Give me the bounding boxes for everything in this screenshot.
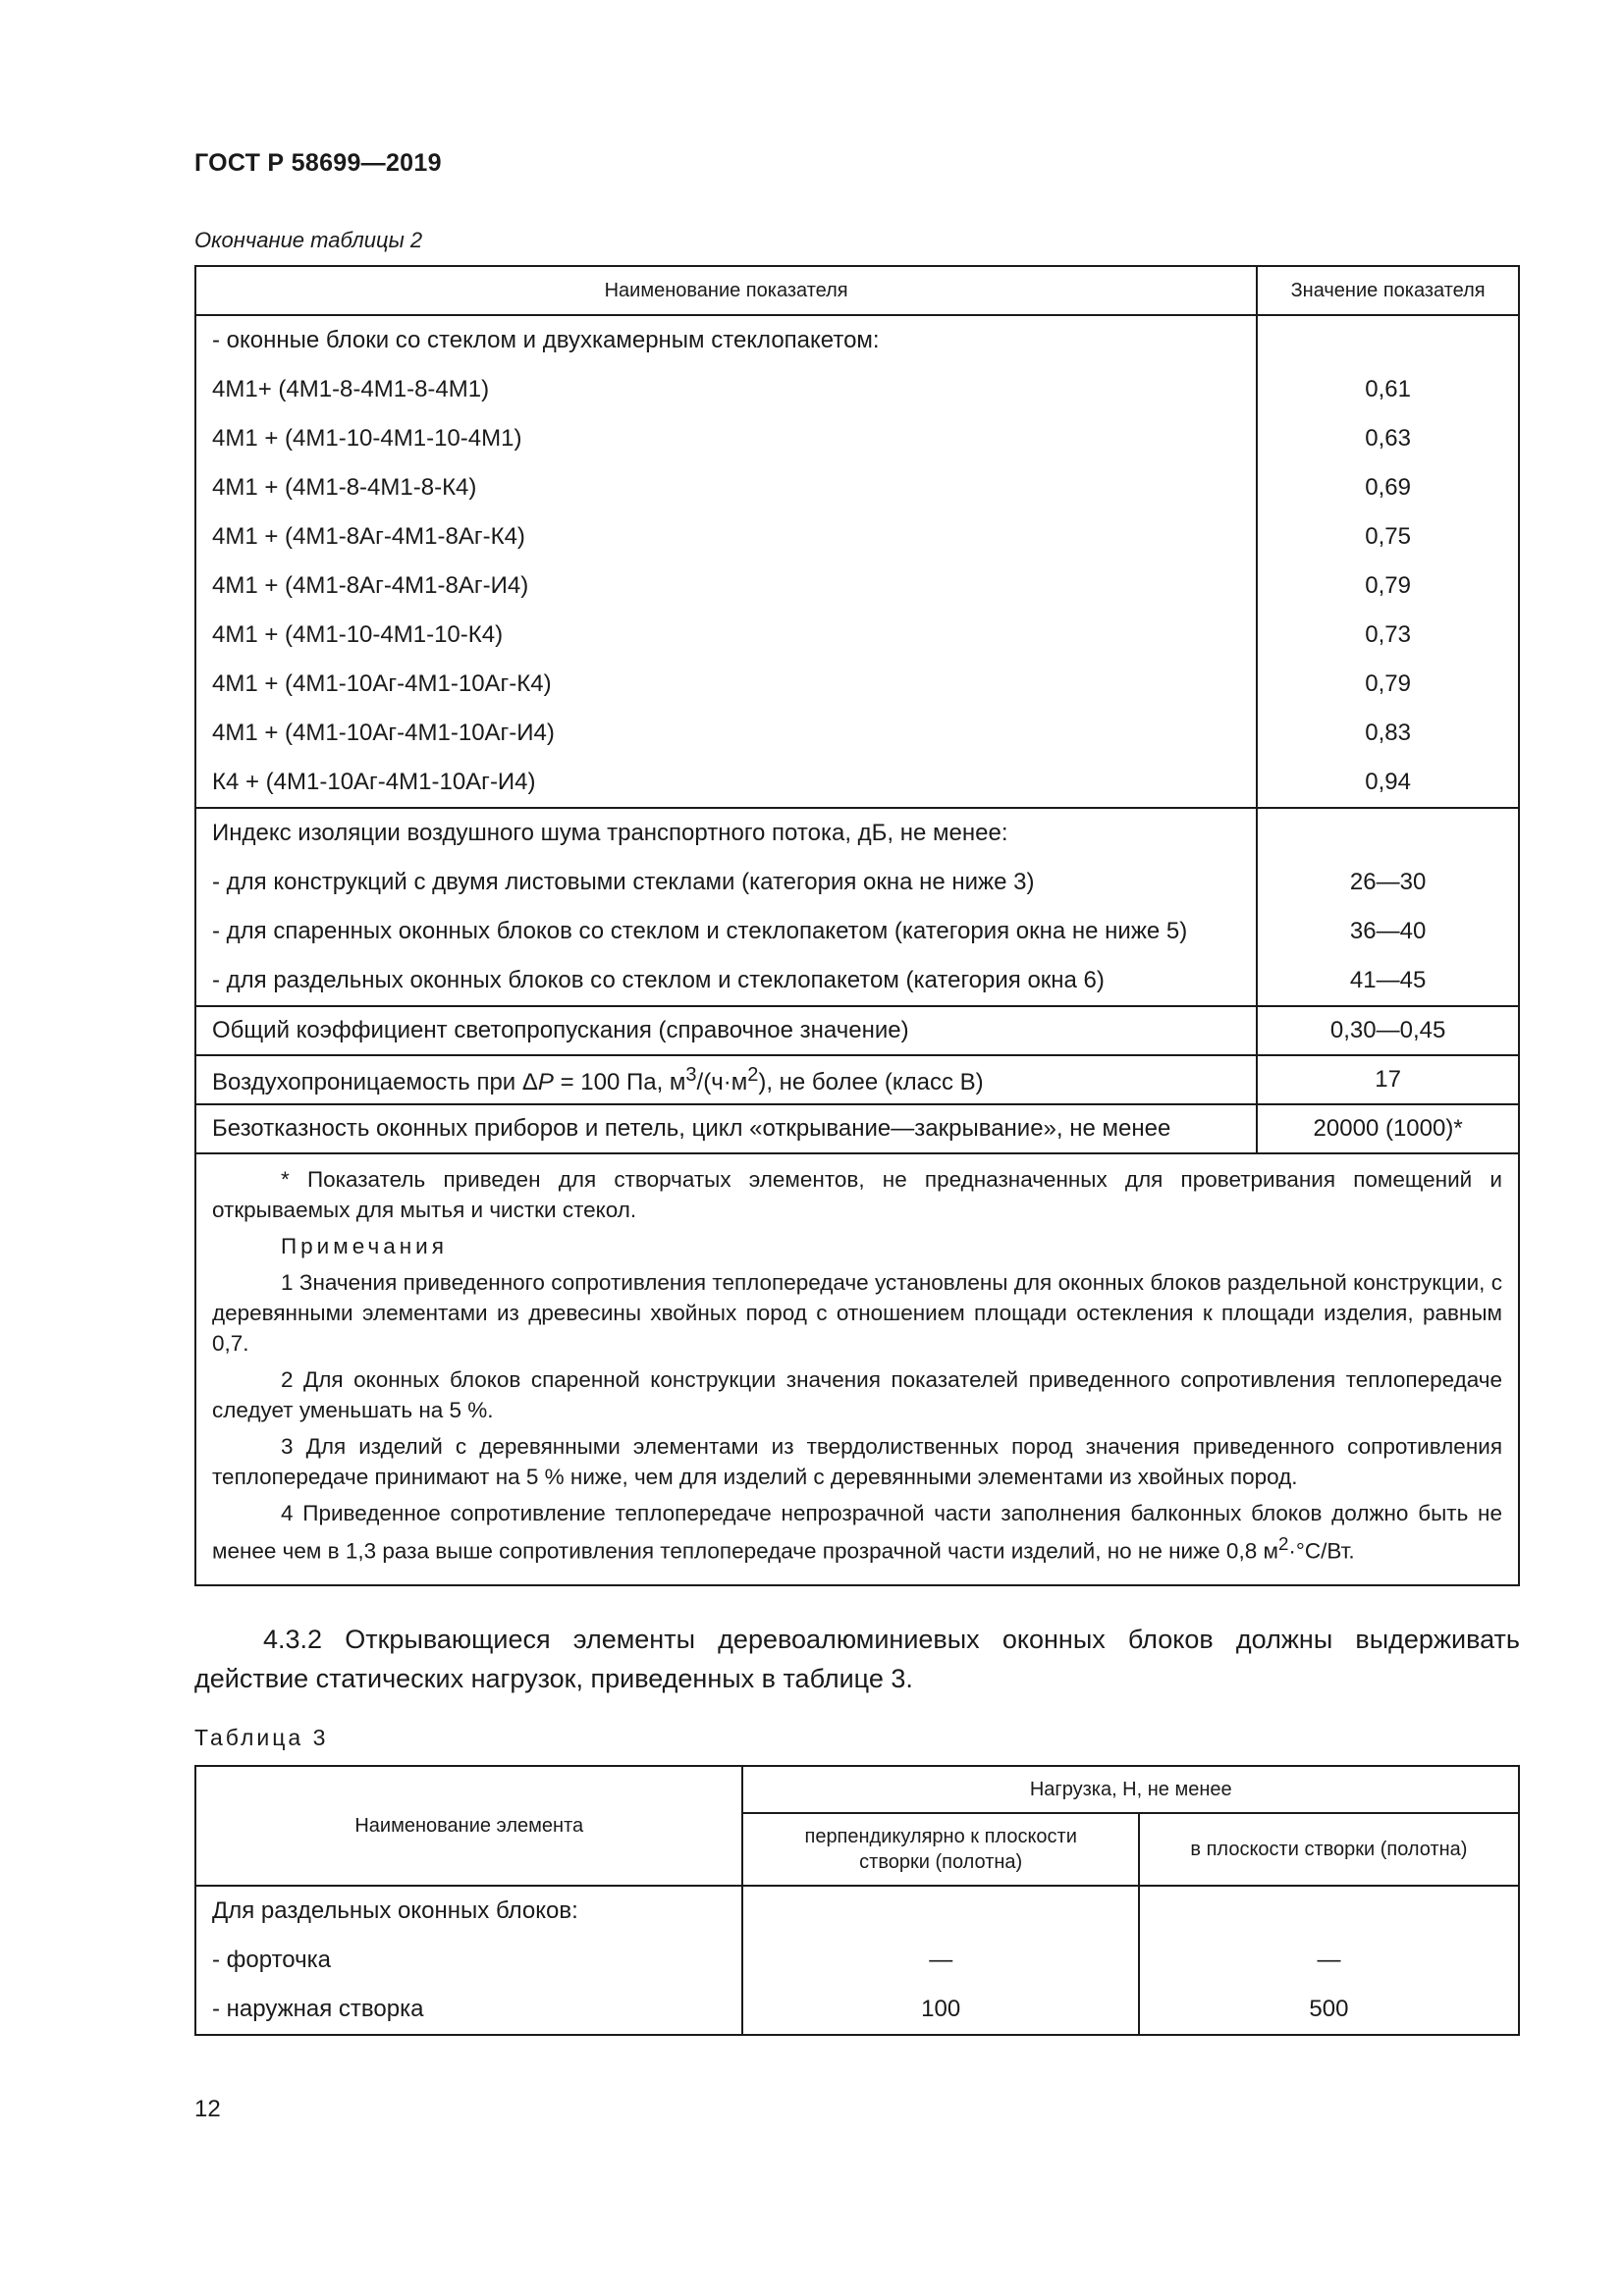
row-value-plane: —	[1317, 1947, 1341, 1973]
table-2	[194, 265, 1520, 1586]
row-value: 20000 (1000)*	[1257, 1104, 1519, 1153]
row-name: - для раздельных оконных блоков со стеклом и стеклопакетом (категория окна 6)	[212, 967, 1105, 993]
row-value: 0,73	[1365, 621, 1411, 648]
note-4: 4 Приведенное сопротивление теплопередаче непрозрачной части заполнения балконных блоков должно быть не менее чем в 1,3 раза выше сопротивления теплопередаче прозрачной части изделий, но не ниже 0,8 $м^2\cdot^\circ С/Вт$.	[212, 1501, 1502, 1564]
column-header-plane: в плоскости створки (полотна)	[1139, 1813, 1519, 1886]
row-value: 0,63	[1365, 425, 1411, 452]
row-value: 17	[1257, 1055, 1519, 1104]
table2-caption: Окончание таблицы 2	[194, 228, 423, 252]
column-header-load: Нагрузка, Н, не менее	[742, 1766, 1519, 1813]
column-header-value: Значение показателя	[1257, 266, 1519, 315]
row-value: 41—45	[1349, 967, 1427, 993]
table-row-reliability	[195, 1104, 1519, 1153]
table-row-notes	[195, 1153, 1519, 1585]
row-value: 26—30	[1349, 869, 1427, 895]
row-value: 0,83	[1365, 720, 1411, 746]
row-name: 4М1 + (4М1-8Аг-4М1-8Аг-К4)	[212, 523, 525, 550]
paragraph-4-3-2: 4.3.2 Открывающиеся элементы деревоалюминиевых оконных блоков должны выдерживать действие статических нагрузок, приведенных в таблице 3.	[194, 1625, 1520, 1693]
row-name: 4М1 + (4М1-10-4М1-10-К4)	[212, 621, 504, 648]
row-value: 0,30—0,45	[1257, 1006, 1519, 1055]
column-header-perpendicular: перпендикулярно к плоскости створки (полотна)	[742, 1813, 1138, 1886]
table-row-air	[195, 1055, 1519, 1104]
note-1: 1 Значения приведенного сопротивления теплопередаче установлены для оконных блоков раздельной конструкции, с деревянными элементами из древесины хвойных пород с отношением площади остекления к площади изделия, равным 0,7.	[212, 1270, 1502, 1356]
row-value: 0,69	[1365, 474, 1411, 501]
row-name: - наружная створка	[212, 1996, 424, 2022]
group-heading: Для раздельных оконных блоков:	[212, 1897, 578, 1924]
table-header-row	[195, 266, 1519, 315]
row-name: 4М1 + (4М1-10Аг-4М1-10Аг-И4)	[212, 720, 555, 746]
row-name: 4М1 + (4М1-10-4М1-10-4М1)	[212, 425, 522, 452]
footnote: * Показатель приведен для створчатых элементов, не предназначенных для проветривания помещений и открываемых для мытья и чистки стекол.	[212, 1167, 1502, 1222]
row-name: 4М1 + (4М1-8-4М1-8-К4)	[212, 474, 477, 501]
row-name: - для конструкций с двумя листовыми стеклами (категория окна не ниже 3)	[212, 869, 1035, 895]
row-name: К4 + (4М1-10Аг-4М1-10Аг-И4)	[212, 769, 536, 795]
row-value: 0,75	[1365, 523, 1411, 550]
column-header-name: Наименование элемента	[195, 1766, 742, 1886]
table-row-light	[195, 1006, 1519, 1055]
document-header: ГОСТ Р 58699—2019	[194, 149, 442, 177]
note-2: 2 Для оконных блоков спаренной конструкции значения показателей приведенного сопротивления теплопередаче следует уменьшать на 5 %.	[212, 1367, 1502, 1422]
table3-label: Таблица 3	[194, 1725, 329, 1750]
table-row-group	[195, 1886, 1519, 2035]
row-value: 0,61	[1365, 376, 1411, 402]
notes-title: Примечания	[281, 1234, 448, 1258]
table-3	[194, 1765, 1520, 2036]
row-value-perpendicular: —	[929, 1947, 953, 1973]
row-value: 0,94	[1365, 769, 1411, 795]
group-heading: Индекс изоляции воздушного шума транспортного потока, дБ, не менее:	[212, 820, 1008, 846]
row-value: 0,79	[1365, 670, 1411, 697]
table-row-group-noise	[195, 808, 1519, 1006]
row-name: 4М1 + (4М1-8Аг-4М1-8Аг-И4)	[212, 572, 529, 599]
table-row-group-glazing	[195, 315, 1519, 808]
row-value: 36—40	[1349, 918, 1427, 944]
row-name: 4М1 + (4М1-10Аг-4М1-10Аг-К4)	[212, 670, 552, 697]
row-name: Безотказность оконных приборов и петель, цикл «открывание—закрывание», не менее	[195, 1104, 1257, 1153]
row-value-plane: 500	[1309, 1996, 1349, 2022]
row-name: - для спаренных оконных блоков со стеклом и стеклопакетом (категория окна не ниже 5)	[212, 918, 1188, 944]
row-value: 0,79	[1365, 572, 1411, 599]
row-name-air: Воздухопроницаемость при ΔP = 100 Па, $м^3/(ч\cdot м^2)$, не более (класс В)	[195, 1055, 1257, 1104]
row-name: - форточка	[212, 1947, 331, 1973]
row-name: Общий коэффициент светопропускания (справочное значение)	[195, 1006, 1257, 1055]
column-header-name: Наименование показателя	[195, 266, 1257, 315]
table-header-row	[195, 1766, 1519, 1813]
table-notes	[195, 1153, 1519, 1585]
page-number: 12	[194, 2096, 221, 2122]
note-3: 3 Для изделий с деревянными элементами из твердолиственных пород значения приведенного сопротивления теплопередаче принимают на 5 % ниже, чем для изделий с деревянными элементами из хвойных пород.	[212, 1434, 1502, 1489]
row-value-perpendicular: 100	[921, 1996, 961, 2022]
row-name: 4М1+ (4М1-8-4М1-8-4М1)	[212, 376, 490, 402]
group-heading: - оконные блоки со стеклом и двухкамерным стеклопакетом:	[212, 327, 880, 353]
